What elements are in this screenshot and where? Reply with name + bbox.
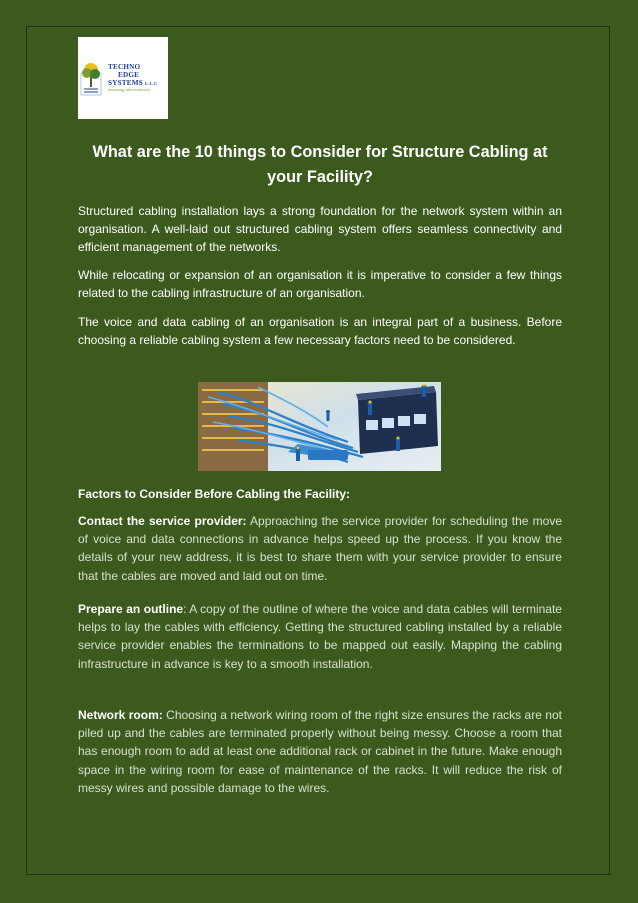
logo-tagline: technology with excellence: [108, 88, 150, 92]
company-logo: [78, 37, 168, 119]
factor-1-text: Approaching the service provider for scheduling the move of voice and data connections in advance helps speed up the process. If you know the details of your new address, it is best to share them with your service provider to ensure that the cables are moved and laid out on time.: [78, 514, 562, 583]
cabling-illustration: [198, 382, 441, 471]
logo-wordmark: [108, 63, 166, 88]
factor-2-text: : A copy of the outline of where the voice and data cables will terminate helps to lay the cables with efficiency. Getting the structured cabling installed by a reliable service provider enables the terminations to be mapped out easily. Mapping the cabling infrastructure in advance is key to a smooth installation.: [78, 602, 562, 671]
factor-3-lead: Network room:: [78, 708, 163, 722]
logo-line-2: EDGE: [118, 71, 140, 79]
intro-paragraph-2: While relocating or expansion of an organisation it is imperative to consider a few things related to the cabling infrastructure of an organisation.: [78, 268, 562, 301]
factor-3-text: Choosing a network wiring room of the right size ensures the racks are not piled up and the cables are terminated properly without being messy. Choose a room that has enough room to add at least one additional rack or cabinet in the future. Make enough space in the wiring room for ease of maintenance of the racks. It will reduce the risk of messy wires and possible damage to the wires.: [78, 708, 562, 795]
logo-line-3: SYSTEMS: [108, 79, 143, 87]
intro-paragraph-1: Structured cabling installation lays a strong foundation for the network system within an organisation. A well-laid out structured cabling system offers seamless connectivity and efficient management of the networks.: [78, 204, 562, 255]
factors-heading: Factors to Consider Before Cabling the Facility:: [78, 487, 351, 501]
factor-2-lead: Prepare an outline: [78, 602, 184, 616]
factor-paragraph-2: [78, 600, 562, 673]
logo-suffix: L.L.C: [144, 81, 158, 86]
intro-paragraph-3: The voice and data cabling of an organisation is an integral part of a business. Before choosing a reliable cabling system a few necessary factors need to be considered.: [78, 315, 562, 348]
document-title: What are the 10 things to Consider for Structure Cabling at your Facility?: [92, 143, 548, 186]
factor-paragraph-1: [78, 512, 562, 585]
factor-1-lead: Contact the service provider:: [78, 514, 247, 528]
logo-line-1: TECHNO: [108, 63, 141, 71]
factor-paragraph-3: [78, 706, 562, 797]
